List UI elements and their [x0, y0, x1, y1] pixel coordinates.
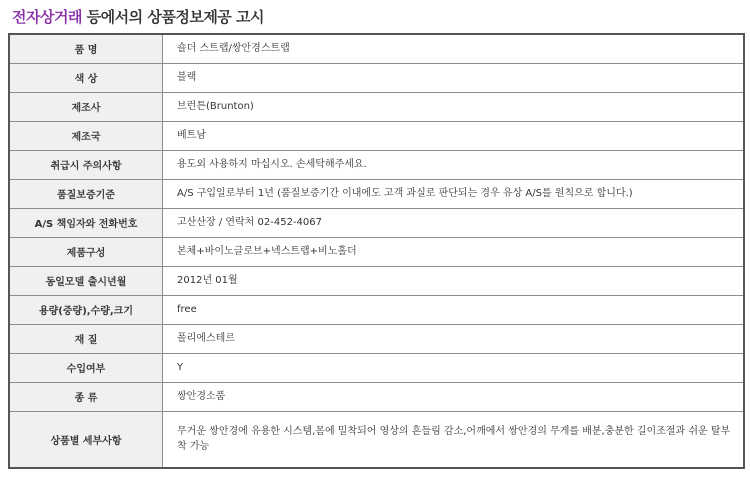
- row-value: 블랙: [163, 63, 745, 92]
- row-value: free: [163, 295, 745, 324]
- row-label: 종 류: [9, 382, 163, 411]
- table-row: [9, 121, 744, 150]
- row-value: 베트남: [163, 121, 745, 150]
- row-value: A/S 구입일로부터 1년 (품질보증기간 이내에도 고객 과실로 판단되는 경우 유상 A/S를 원칙으로 합니다.): [163, 179, 745, 208]
- row-label: 제조사: [9, 92, 163, 121]
- row-value: 본체+바이노글로브+넥스트랩+비노홀더: [163, 237, 745, 266]
- row-label: 재 질: [9, 324, 163, 353]
- row-label: 상품별 세부사항: [9, 411, 163, 468]
- row-value: 2012년 01월: [163, 266, 745, 295]
- row-value: 용도외 사용하지 마십시오. 손세탁해주세요.: [163, 150, 745, 179]
- row-label: 제품구성: [9, 237, 163, 266]
- row-value: 고산산장 / 연락처 02-452-4067: [163, 208, 745, 237]
- row-value: 숄더 스트랩/쌍안경스트랩: [163, 34, 745, 63]
- table-row: [9, 237, 744, 266]
- table-row: [9, 324, 744, 353]
- row-label: 동일모델 출시년월: [9, 266, 163, 295]
- table-row: [9, 295, 744, 324]
- table-row: [9, 382, 744, 411]
- table-row: [9, 92, 744, 121]
- row-value: 브런튼(Brunton): [163, 92, 745, 121]
- row-label: 제조국: [9, 121, 163, 150]
- row-label: 취급시 주의사항: [9, 150, 163, 179]
- table-row: [9, 150, 744, 179]
- row-value: 쌍안경소품: [163, 382, 745, 411]
- product-info-table: [8, 33, 745, 469]
- row-label: 품 명: [9, 34, 163, 63]
- row-label: 수입여부: [9, 353, 163, 382]
- row-value: 무거운 쌍안경에 유용한 시스템,몸에 밀착되어 영상의 흔들림 감소,어깨에서 쌍안경의 무게를 배분,충분한 길이조절과 쉬운 탈부착 가능: [163, 411, 745, 468]
- table-row: [9, 208, 744, 237]
- row-label: 색 상: [9, 63, 163, 92]
- table-row: [9, 266, 744, 295]
- page-title-rest: 등에서의 상품정보제공 고시: [81, 8, 265, 26]
- row-label: 용량(중량),수량,크기: [9, 295, 163, 324]
- table-row: [9, 353, 744, 382]
- table-row: [9, 179, 744, 208]
- row-value: 폴리에스테르: [163, 324, 745, 353]
- row-value: Y: [163, 353, 745, 382]
- table-row: [9, 411, 744, 468]
- page-title-accent: 전자상거래: [12, 8, 82, 26]
- row-label: 품질보증기준: [9, 179, 163, 208]
- table-row: [9, 34, 744, 63]
- row-label: A/S 책임자와 전화번호: [9, 208, 163, 237]
- page-title: [12, 6, 264, 27]
- table-row: [9, 63, 744, 92]
